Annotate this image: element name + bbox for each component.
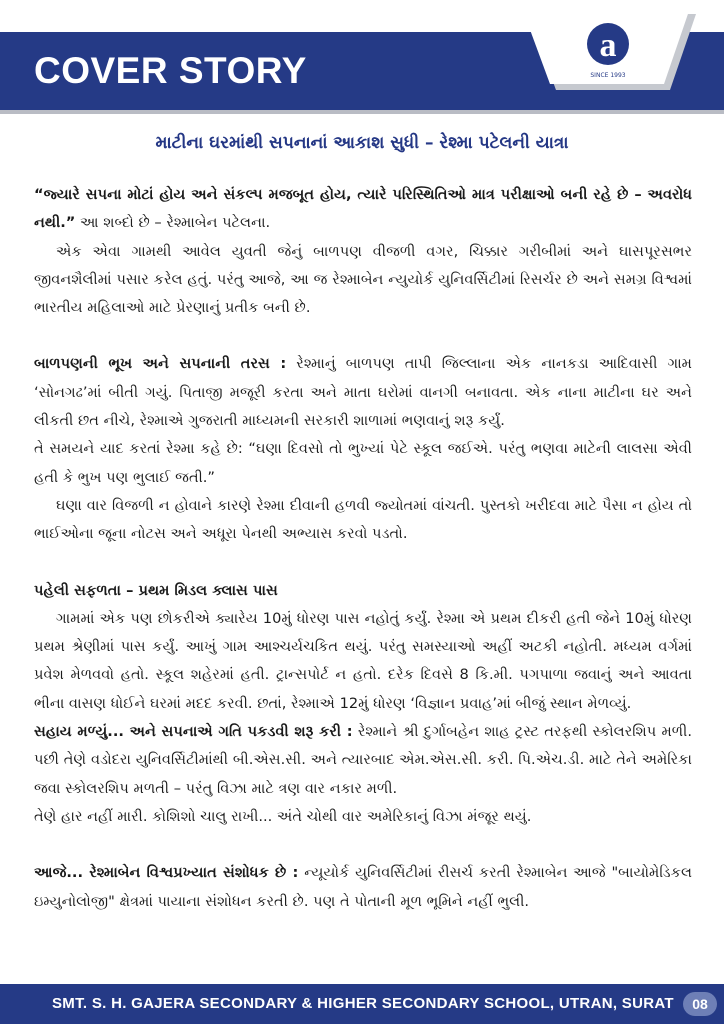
- logo-since: SINCE 1993: [590, 72, 626, 79]
- intro-paragraph: એક એવા ગામથી આવેલ યુવતી જેનું બાળપણ વીજળી વગર, ચિક્કાર ગરીબીમાં અને ઘાસપૂરસભર જીવનશૈલીમાં પસાર કરેલ હતું. પરંતુ આજે, આ જ રેશ્માબેન ન્યુયોર્ક યુનિવર્સિટીમાં રિસર્ચર છે અને સમગ્ર વિશ્વમાં ભારતીય મહિલાઓ માટે પ્રેરણાનું પ્રતીક બની છે.: [34, 242, 692, 317]
- section-today-heading: આજે... રેશ્માબેન વિશ્વપ્રખ્યાત સંશોધક છે :: [34, 864, 299, 882]
- section-childhood-text: રેશ્માનું બાળપણ તાપી જિલ્લાના એક નાનકડા આદિવાસી ગામ ‘સોનગઢ’માં બીતી ગયું. પિતાજી મજૂરી કરતા અને માતા ઘરોમાં વાનગી બનાવતા. એક નાના માટીના ઘર અને લીકતી છત નીચે, રેશ્માએ ગુજરાતી માધ્યમની સરકારી શાળામાં ભણવાનું શરૂ કર્યું.: [34, 355, 692, 430]
- section-support-heading: સહાય મળ્યું... અને સપનાએ ગતિ પકડવી શરૂ કરી :: [34, 723, 353, 741]
- opening-quote: “જ્યારે સપના મોટાં હોય અને સંકલ્પ મજબૂત હોય, ત્યારે પરિસ્થિતિઓ માત્ર પરીક્ષાઓ બની રહે છે – અવરોધ નથી.”: [34, 186, 692, 232]
- section-childhood-heading: બાળપણની ભૂખ અને સપનાની તરસ :: [34, 355, 287, 373]
- section-support: [34, 718, 692, 803]
- section-support-text: રેશ્માને શ્રી દુર્ગાબહેન શાહ ટ્રસ્ટ તરફથી સ્કોલરશિપ મળી. પછી તેણે વડોદરા યુનિવર્સિટીમાંથી બી.એસ.સી. અને ત્યારબાદ એમ.એસ.સી. કરી. પિ.એચ.ડી. માટે તેને અમેરિકા જવા સ્કોલરશિપ મળતી – પરંતુ વિઝા માટે ત્રણ વાર નકાર મળી.: [34, 723, 692, 797]
- first-success-paragraph: ગામમાં એક પણ છોકરીએ ક્યારેય 10મું ધોરણ પાસ નહોતું કર્યું. રેશ્મા એ પ્રથમ દીકરી હતી જેને 10મું ધોરણ પ્રથમ શ્રેણીમાં પાસ કર્યું. આખું ગામ આશ્ચર્યચકિત થયું. પરંતુ સમસ્યાઓ અહીં અટકી નહોતી. મધ્યમ વર્ગમાં પ્રવેશ મેળવવો હતો. સ્કૂલ શહેરમાં હતી. ટ્રાન્સપોર્ટ ન હતો. દરેક દિવસે 8 કિ.મી. પગપાળા જવાનું અને આવતા ભીના વાસણ ધોઈને ઘરમાં મદદ કરવી. છતાં, રેશ્માએ 12મું ધોરણ ‘વિજ્ઞાન પ્રવાહ’માં બીજું સ્થાન મેળવ્યું.: [34, 609, 692, 712]
- page-number-badge: 08: [683, 992, 717, 1016]
- logo-letter: a: [599, 27, 617, 64]
- visa-paragraph: તેણે હાર નહીં મારી. કોશિશો ચાલુ રાખી... અંતે ચોથી વાર અમેરિકાનું વિઝા મંજૂર થયું.: [34, 807, 532, 825]
- section-first-success-heading: [34, 577, 692, 605]
- childhood-study-paragraph: ઘણા વાર વિજળી ન હોવાને કારણે રેશ્મા દીવાની હળવી જ્યોતમાં વાંચતી. પુસ્તકો ખરીદવા માટે પૈસા ન હોય તો ભાઈઓના જૂના નોટસ અને અધૂરા પેનથી અભ્યાસ કરવો પડતો.: [34, 496, 692, 543]
- article-title: માટીના ઘરમાંથી સપનાનાં આકાશ સુધી – રેશ્મા પટેલની યાત્રા: [155, 133, 569, 153]
- section-today-text: ન્યૂયોર્ક યુનિવર્સિટીમાં રીસર્ચ કરતી રેશ્માબેન આજે "બાયોમેડિકલ ઇમ્યુનોલોજી" ક્ષેત્રમાં પાયાના સંશોધન કરતી છે. પણ તે પોતાની મૂળ ભૂમિને નહીં ભુલી.: [34, 864, 693, 910]
- quote-paragraph: [34, 181, 692, 238]
- school-logo: [520, 6, 700, 90]
- section-title: COVER STORY: [34, 50, 307, 91]
- quote-attribution: આ શબ્દો છે – રેશ્માબેન પટેલના.: [75, 214, 271, 232]
- footer-school-name: SMT. S. H. GAJERA SECONDARY & HIGHER SECONDARY SCHOOL, UTRAN, SURAT: [52, 995, 674, 1012]
- section-childhood: [34, 350, 692, 435]
- article-body: [34, 181, 692, 916]
- first-success-heading-text: પહેલી સફળતા – પ્રથમ મિડલ ક્લાસ પાસ: [34, 581, 278, 599]
- childhood-recollection-paragraph: તે સમયને યાદ કરતાં રેશ્મા કહે છે: “ઘણા દિવસો તો ભુખ્યાં પેટે સ્કૂલ જઈએ. પરંતુ ભણવા માટેની લાલસા એવી હતી કે ભુખ પણ ભુલાઈ જતી.”: [34, 440, 692, 486]
- section-today: [34, 859, 692, 916]
- footer-bar: [0, 984, 724, 1024]
